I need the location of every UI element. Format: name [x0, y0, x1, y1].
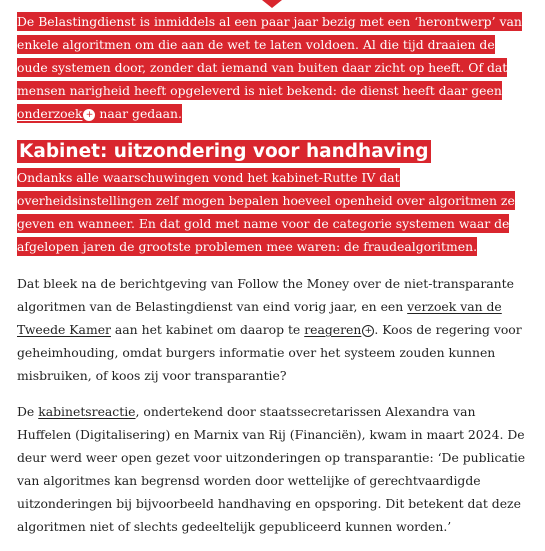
paragraph-4 — [17, 400, 527, 538]
heading-text[interactable]: Kabinet: uitzondering voor handhaving — [19, 141, 429, 162]
article-body — [17, 10, 527, 551]
section-heading — [17, 139, 527, 164]
para1-end-text: naar gedaan. — [95, 106, 182, 121]
expand-icon[interactable]: + — [362, 325, 374, 337]
para3-text: Dat bleek na de berichtgeving van Follow the Money over de niet-transparante algoritmen van de Belastingdienst van eind vorig jaar, en een — [17, 276, 514, 314]
paragraph-highlighted-2 — [17, 166, 527, 258]
kabinetsreactie-link[interactable]: kabinetsreactie — [38, 404, 136, 419]
onderzoek-link[interactable]: onderzoek — [17, 106, 83, 121]
paragraph-highlighted-1 — [17, 10, 527, 125]
para4-text: De — [17, 404, 39, 419]
highlighted-text[interactable]: Ondanks alle waarschuwingen vond het kabinet-Rutte IV dat overheidsinstellingen zelf mogen bepalen hoeveel openheid over algoritmen ze geven en wanneer. En dat gold met name voor de categorie systemen waar de afgelopen jaren de grootste problemen mee waren: de fraudealgoritmen. — [17, 170, 515, 254]
highlighted-text[interactable] — [17, 12, 522, 123]
paragraph-3 — [17, 272, 527, 387]
expand-icon[interactable]: + — [83, 109, 95, 121]
reageren-link[interactable]: reageren — [304, 322, 362, 337]
highlight-pointer — [262, 0, 282, 8]
verzoek-link[interactable]: verzoek van de Tweede Kamer — [17, 299, 502, 337]
para1-text: De Belastingdienst is inmiddels al een paar jaar bezig met een ‘herontwerp’ van enkele algoritmen om die aan de wet te laten voldoen. Al die tijd draaien de oude systemen door, zonder dat iemand van buiten daar zicht op heeft. Of dat mensen narigheid heeft opgeleverd is niet bekend: de dienst heeft daar geen — [17, 14, 522, 98]
para4-text: , ondertekend door staatssecretarissen Alexandra van Huffelen (Digitalisering) en Marnix van Rij (Financiën), kwam in maart 2024. De deur werd weer open gezet voor uitzonderingen op transparantie: ‘De publicatie van algoritmes kan begrensd worden door wettelijke of gerechtvaardigde uitzonderingen bij bijvoorbeeld handhaving en opsporing. Dit betekent dat deze algoritmen niet of slechts gedeeltelijk gepubliceerd kunnen worden.’ — [17, 404, 526, 534]
para3-text: . Koos de regering voor geheimhouding, omdat burgers informatie over het systeem zouden kunnen misbruiken, of koos zij voor transparantie? — [17, 322, 522, 383]
para3-text: aan het kabinet om daarop te — [110, 322, 305, 337]
